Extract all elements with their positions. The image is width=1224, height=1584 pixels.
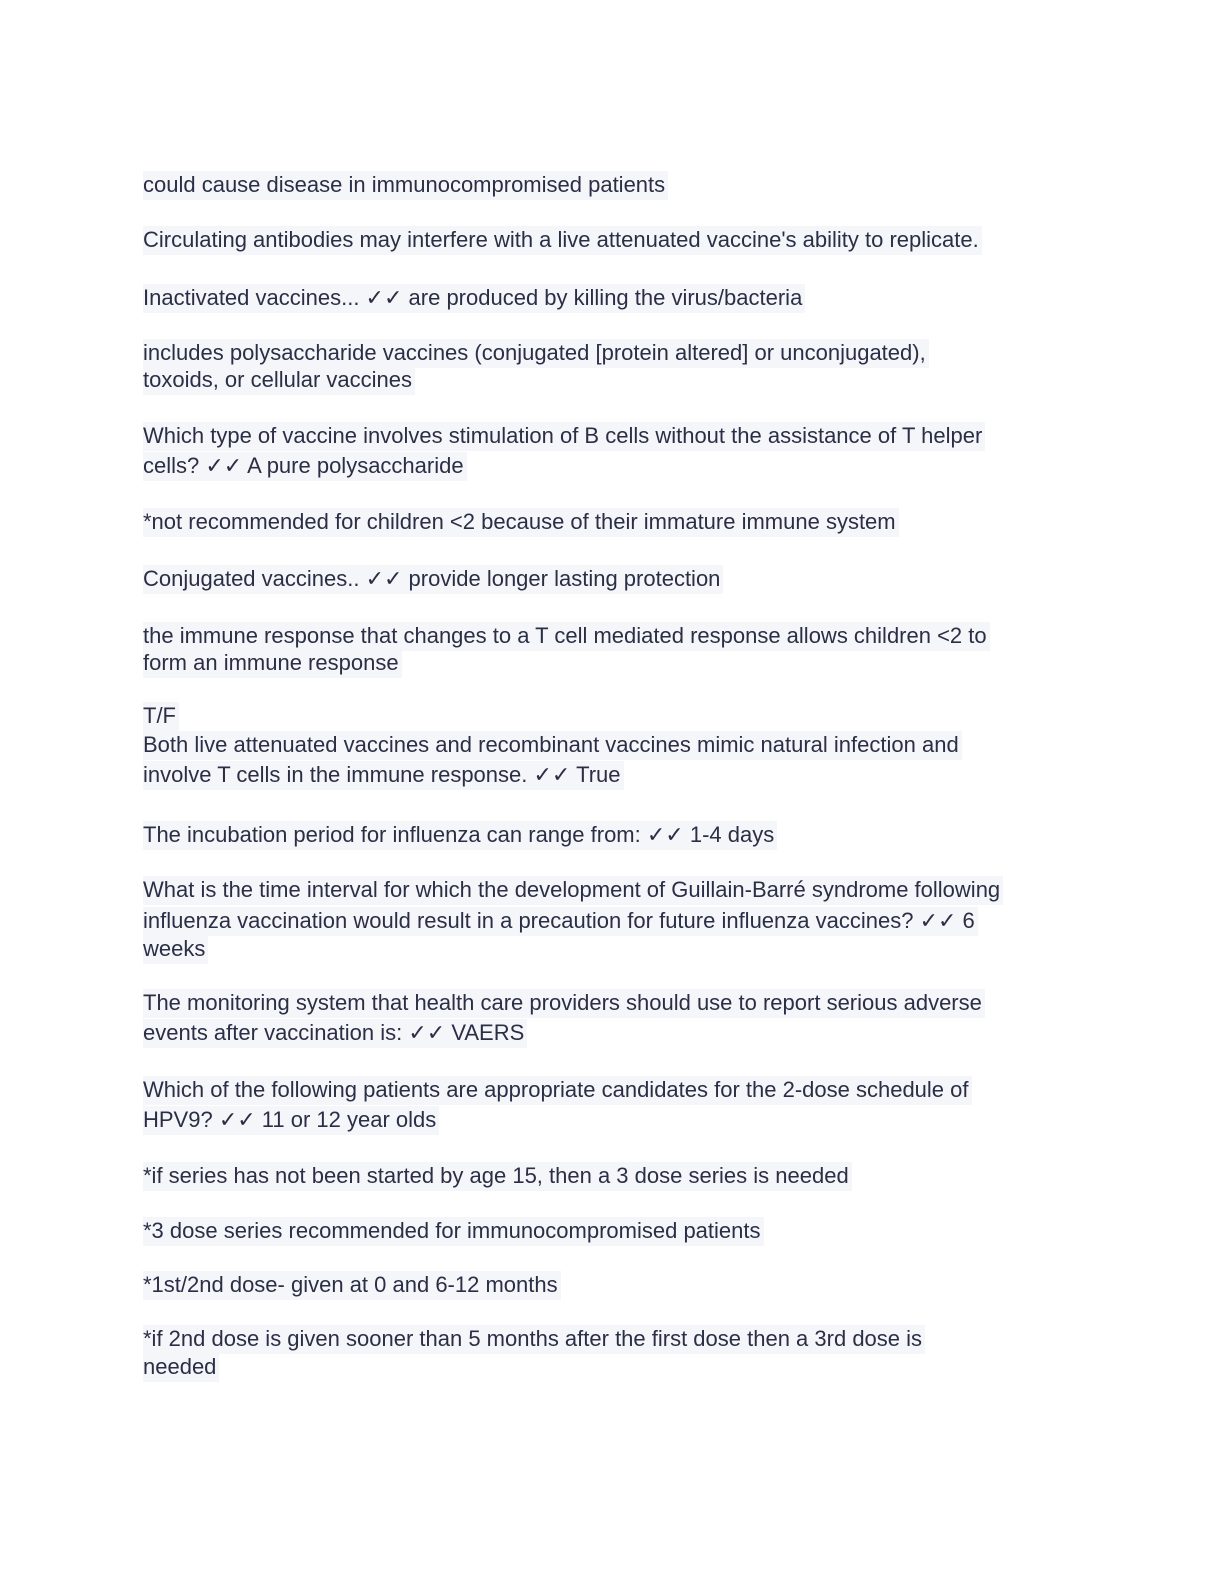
text-line: cells? ✓✓ A pure polysaccharide (143, 452, 467, 479)
text-line: events after vaccination is: ✓✓ VAERS (143, 1019, 527, 1046)
text-line: weeks (143, 935, 208, 962)
text-line: the immune response that changes to a T cell mediated response allows children <2 to (143, 622, 990, 649)
text-line: HPV9? ✓✓ 11 or 12 year olds (143, 1106, 439, 1133)
text-line: *not recommended for children <2 because of their immature immune system (143, 508, 899, 535)
text-line: form an immune response (143, 649, 402, 676)
text-line: The incubation period for influenza can range from: ✓✓ 1-4 days (143, 821, 777, 848)
text-line: *1st/2nd dose- given at 0 and 6-12 months (143, 1271, 561, 1298)
text-line: Both live attenuated vaccines and recombinant vaccines mimic natural infection and (143, 731, 962, 758)
text-line: Which type of vaccine involves stimulation of B cells without the assistance of T helper (143, 422, 985, 449)
text-line: Conjugated vaccines.. ✓✓ provide longer lasting protection (143, 565, 723, 592)
text-line: involve T cells in the immune response. ✓✓ True (143, 761, 624, 788)
text-line: Which of the following patients are appropriate candidates for the 2-dose schedule of (143, 1076, 972, 1103)
text-line: includes polysaccharide vaccines (conjugated [protein altered] or unconjugated), (143, 339, 929, 366)
text-line: What is the time interval for which the development of Guillain-Barré syndrome following (143, 876, 1003, 903)
text-line: Circulating antibodies may interfere with a live attenuated vaccine's ability to replicate. (143, 226, 982, 253)
text-line: Inactivated vaccines... ✓✓ are produced by killing the virus/bacteria (143, 284, 805, 311)
text-line: *if 2nd dose is given sooner than 5 months after the first dose then a 3rd dose is (143, 1325, 925, 1352)
text-line: influenza vaccination would result in a precaution for future influenza vaccines? ✓✓ 6 (143, 907, 978, 934)
text-line: The monitoring system that health care providers should use to report serious adverse (143, 989, 985, 1016)
text-line: toxoids, or cellular vaccines (143, 366, 415, 393)
text-line: *if series has not been started by age 15, then a 3 dose series is needed (143, 1162, 852, 1189)
text-line: needed (143, 1353, 219, 1380)
text-line: *3 dose series recommended for immunocompromised patients (143, 1217, 764, 1244)
text-line: could cause disease in immunocompromised patients (143, 171, 668, 198)
text-line: T/F (143, 702, 179, 729)
